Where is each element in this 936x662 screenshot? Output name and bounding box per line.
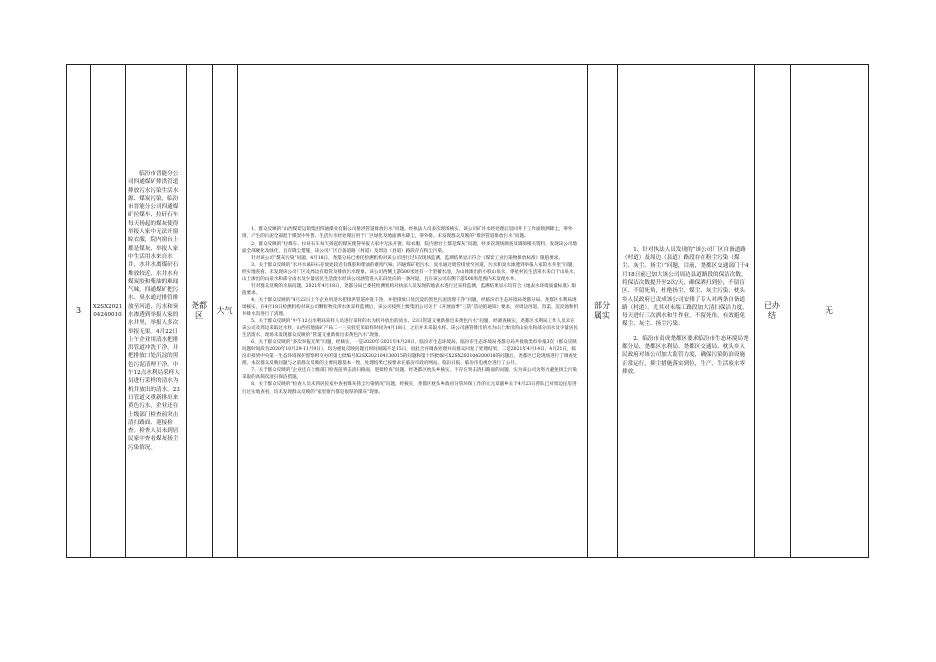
investigation-cell	[237, 65, 587, 557]
pollution-type: 大气	[216, 306, 233, 315]
investigation-paragraph: 8、关于群众反映的“检查人员未到居民家中查看煤灰扬尘污染情况”问题，经核实，尧都区枕头乡政府分管环保工作的元元章副乡长于4月23日曾队已对周边民房进行过实地查看，均未发现群众反映的“家里窗台都是很厚的煤灰”现象。	[242, 382, 577, 395]
rectification-text	[622, 246, 749, 376]
row-index: 3	[75, 306, 82, 315]
is-true-cell	[587, 65, 617, 557]
pollution-type-cell	[212, 65, 237, 557]
row-index-cell	[67, 65, 90, 557]
is-true: 部分属实	[594, 301, 610, 320]
accountability-cell	[790, 65, 868, 557]
investigation-text	[242, 226, 579, 395]
investigation-paragraph: 5、关于群众反映的“中午12点水利局采样人员进行采样的水为机井放出的清水，23日管道又重新排出来黄色污水”问题，经调查核实，尧都区水利局工作人员未在该公司及周边采取过水样，山西省地质矿产局二一三实验室采取样时间为4月18日，之后并未采取水样。该公司涵管排出的水为山上渗出的山泉水和部分雨水及少量居民生活废水，现场未发现群众反映的“管道又重新排出来黄色污水”现象。	[242, 319, 579, 339]
accountability: 无	[825, 306, 833, 315]
status-cell	[754, 65, 790, 557]
case-id-cell	[90, 65, 125, 557]
complaint-text: 临汾市晋能分公司四通煤矿排洪管道排放污水污染生活水源、煤炭污染，临汾市晋能分公司四通煤矿拉煤车、拉矸石车每天扬起的煤灰使得举报人家中无法开窗晾衣服，院内窗台上都是煤灰，举报人家中生活用水来自水井，水井水离煤矸石堆放较近，水井水有煤炭胶和柴油的难闻气味，四通煤矿把污水、臭水通过排管排放至河道，污水和臭水渗透到举报人家的水井里，举报人多次举报无果。4月22日上午企业用清水把排洪管道冲洗干净，并把排放口处沉淀的黑色污泥清理干净。中午12点水利局采样人员进行采样的清水为机井放出的清水，23日管道又重新排出来黄色污水，企业还在上级部门检查前突击清扫路面、迎接检查。检查人员未到居民家中查看煤灰扬尘污染情况。	[128, 170, 180, 451]
investigation-paragraph: 1、群众反映的“山西煤炭运销集团四通煤业有限公司排洪管道排放污水”问题。经执法人员多次现场核实，该公司矿井水经处理后返回井下工作面喷洒降尘，零外排，产生的污泥全部混于煤炭中外售。生活污水经处理后用于厂区绿化及地面洒水降尘，零外排。未发现群众反映的“排洪管道排放污水”问题。	[242, 227, 573, 240]
case-id: X2SX202104240010	[92, 303, 123, 318]
investigation-paragraph: 7、关于群众反映的“企业还在上级部门检查前突击清扫路面，迎接检查”问题，经尧都区枕头乡核实，不存在突击清扫路面的问题，实为该公司为努力避免扬尘污染采取的高频次清扫保洁措施。	[242, 368, 577, 381]
investigation-paragraph: 3、关于群众反映的“水井水离矸石存放处较近有煤胶和柴油的难闻气味，四通煤矿把污水、臭水通过暗管排放至河道，污水和臭水渗透到举报人家的水井里”问题，经实地查看，未发现该公司厂区及周边有暗管及排放污水现象。该公司西侧上游500米处有一个型蓄水池，为山体渗出的小股山泉水，零星村民生活用水来自于山泉水，山上渗出的山泉水和部分雨水及少量居民生活废水经该公司涵管进入东段处向的一条河道，且在该公司东侧下游500米范围内未发现水井。	[242, 262, 579, 282]
investigation-paragraph: 2、群众反映的“拉煤车、拉矸石车每天扬起的煤灰使得举报人家中无法开窗、晾衣服，院内窗台上都是煤灰”问题，经多次现场调查及调阅相关资料，发现该公司地面全部硬化及绿化，且有降尘措施，该公司厂区自备道路（村道）及周边（县道）路段存在粉尘污染。	[242, 241, 577, 254]
investigation-paragraph: 针对该公司“煤灰污染”问题，4月18日，尧都分局已委托检测机构对该公司进行过1次现场监测，监测结果显示符合《煤炭工业污染物排放标准》限值要求。	[251, 255, 563, 261]
rectification-paragraph: 2、临汾市责成尧都区要求临汾市生态环境局尧都分局、尧都区水利局、尧都区交通局、枕头乡人民政府对该公司加大监管力度，确保污染防治设施正常运行，抑尘措施落实到位，生产、生活废水零排放。	[622, 335, 749, 375]
complaint-table	[66, 64, 869, 558]
investigation-paragraph: 6、关于群众反映的“多次举报无果”问题，经核实，一是2020年-2021年4月28日，临汾市生态环境局、临汾市生态环境局尧都分局共接收类似举报3次（群众反映问题时间段为2020年10月29-11月9日），均为重复反映问题且时间间隔不足15日，因此合并调查处理并向群众回复了处理结果。二是2021年4月14日、4月21日，临汾市接到中央第一生态环境保护督察组交办的第七批编号X2SX202104130015的问题和第十四批编号X2SX202104200018的问题后，尧都区已赴现场进行了调查处理，本次群众反映问题与之前群众反映的主要问题基本一致，处理结果已按要求在临汾市政府网站、临汾日报、临汾市电视台进行了公开。	[242, 340, 578, 367]
status: 已办结	[764, 301, 780, 320]
rectification-paragraph: 1、针对执法人员发现的“该公司厂区自备道路（村道）及周边（县道）路段存在粉尘污染（煤尘、灰尘、扬尘）”问题，目前，尧都区交通部门于4月18日前已加大该公司周边县道路段的保洁次数，将保洁次数提升至2次/天，确保洒扫到位，不留盲区、不留死角，杜绝扬尘、煤尘、灰尘污染；枕头乡人民政府已责成该公司安排了专人对两条自备道路（村道），尤其对末端工路段加大清扫保洁力度，每天进行三次洒水和生作业，不留死角，有效避免煤尘、灰尘、扬尘污染。	[622, 246, 749, 328]
district-cell	[186, 65, 212, 557]
investigation-paragraph: 4、关于群众反映的“4月22日上午企业用清水把排洪管道冲洗干净，并把排放口处沉淀的黑色污泥清理干净”问题，经临汾市生态环境局尧都分局、尧都区水利局现场核实，在4月18日检测机构对该公司颗粒物及涉水体采样监测后，该公司按照上级集团公司关于《开展雨季“三防”活动的通知》要求，对周边河道、沟渠、沉淀池和机井排水沟进行了清理。	[242, 297, 579, 317]
investigation-paragraph: 针对群众反映的水质问题，2021年4月18日，尧都分局已委托检测机构对执法人员发现的地表水进行过采样监测，监测结果显示均符合《地表水环境质量标准》限值要求。	[242, 283, 576, 296]
rectification-cell	[617, 65, 754, 557]
complaint-cell	[125, 65, 186, 557]
district: 尧都区	[191, 301, 207, 320]
